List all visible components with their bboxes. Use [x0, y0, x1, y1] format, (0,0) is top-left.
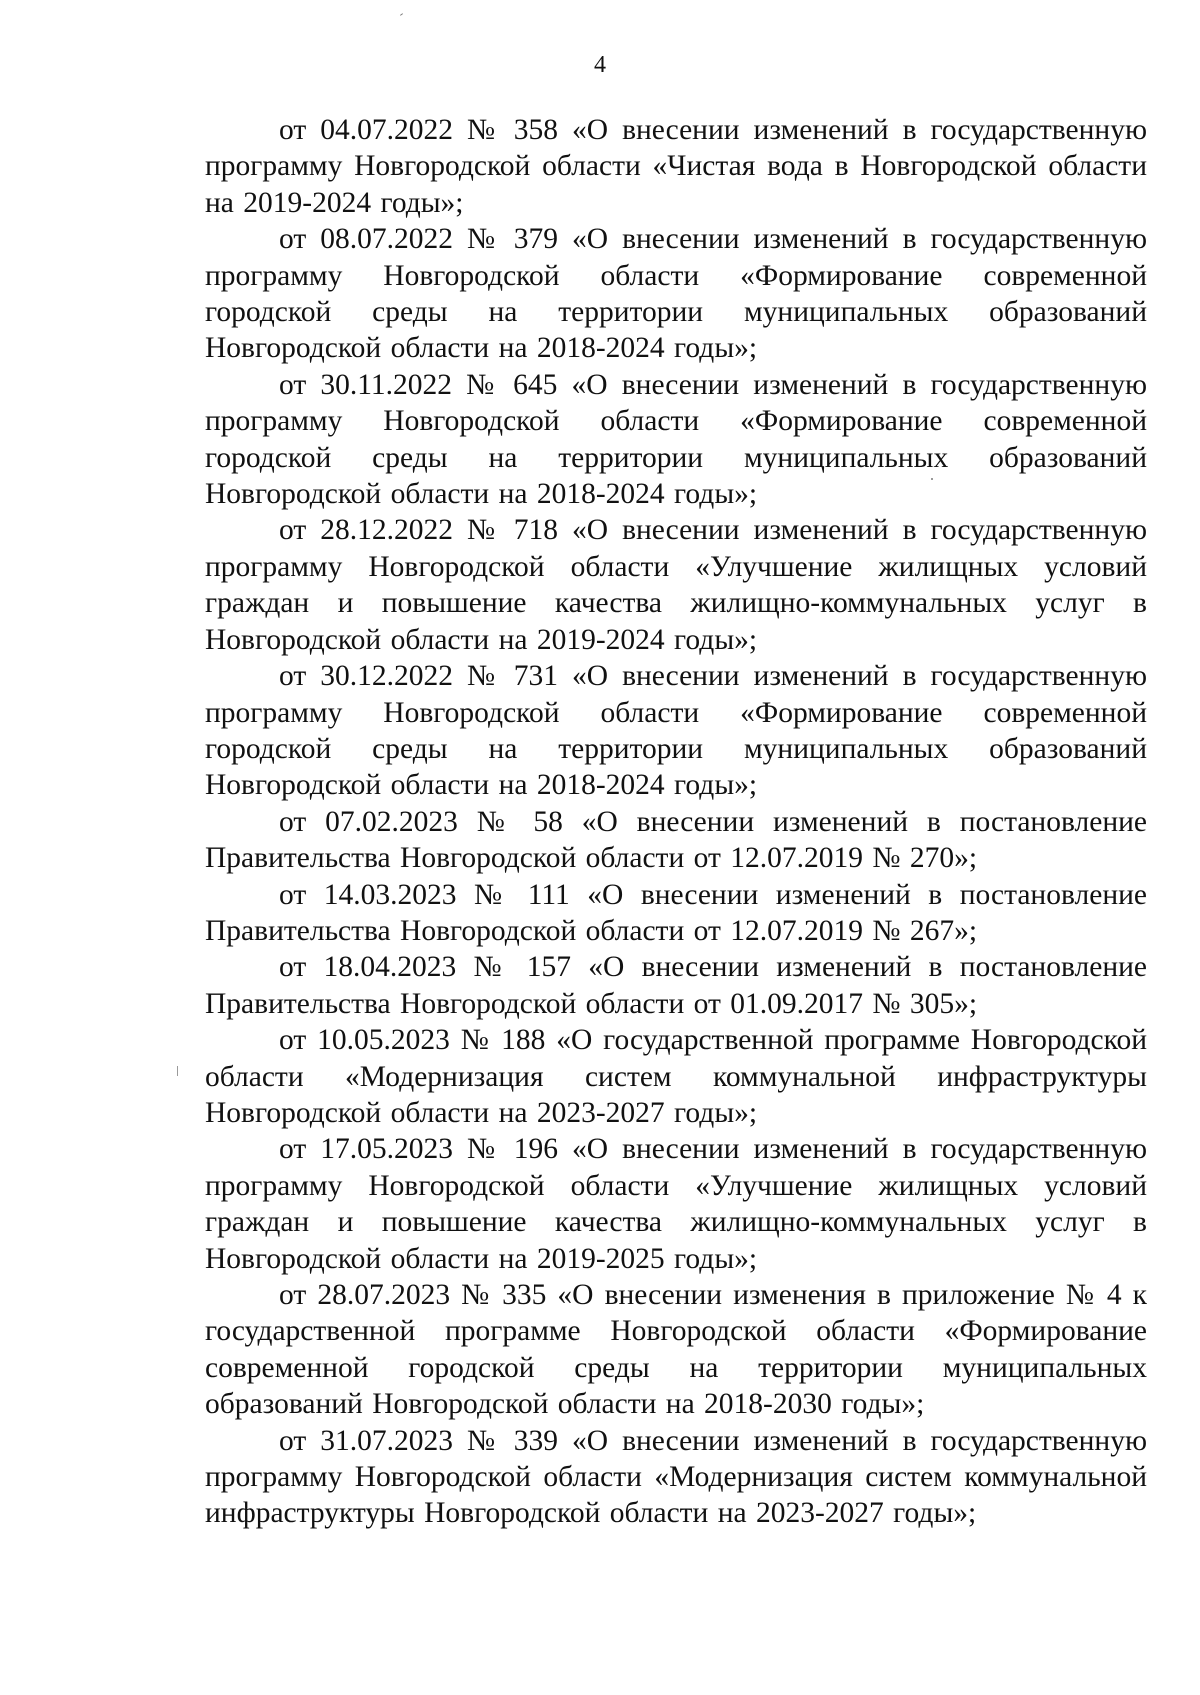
document-body: [205, 112, 1147, 1532]
document-paragraph: от 14.03.2023 № 111 «О внесении изменений в постановление Правительства Новгородской области от 12.07.2019 № 267»;: [205, 878, 1147, 947]
document-paragraph: от 04.07.2022 № 358 «О внесении изменений в государственную программу Новгородской области «Чистая вода в Новгородской области на 2019-2024 годы»;: [205, 114, 1147, 219]
scan-mark: [400, 13, 403, 16]
document-paragraph: от 17.05.2023 № 196 «О внесении изменений в государственную программу Новгородской области «Улучшение жилищных условий граждан и повышение качества жилищно-коммунальных услуг в Новгородской области на 2019-2025 годы»;: [205, 1133, 1147, 1275]
document-paragraph: от 10.05.2023 № 188 «О государственной программе Новгородской области «Модернизация систем коммунальной инфраструктуры Новгородской области на 2023-2027 годы»;: [205, 1024, 1147, 1129]
document-paragraph: от 30.11.2022 № 645 «О внесении изменений в государственную программу Новгородской области «Формирование современной городской среды на территории муниципальных образований Новгородской области на 2018-2024 годы»;: [205, 368, 1147, 511]
scan-mark: [931, 478, 933, 480]
document-paragraph: от 28.12.2022 № 718 «О внесении изменений в государственную программу Новгородской области «Улучшение жилищных условий граждан и повышение качества жилищно-коммунальных услуг в Новгородской области на 2019-2024 годы»;: [205, 514, 1147, 656]
document-paragraph: от 07.02.2023 № 58 «О внесении изменений в постановление Правительства Новгородской области от 12.07.2019 № 270»;: [205, 805, 1147, 875]
page-number: 4: [594, 52, 606, 78]
document-paragraph: от 28.07.2023 № 335 «О внесении изменения в приложение № 4 к государственной программе Новгородской области «Формирование современной городской среды на территории муниципальных образований Новгородской области на 2018-2030 годы»;: [205, 1279, 1147, 1421]
document-paragraph: от 31.07.2023 № 339 «О внесении изменений в государственную программу Новгородской области «Модернизация систем коммунальной инфраструктуры Новгородской области на 2023-2027 годы»;: [205, 1424, 1147, 1530]
document-paragraph: от 30.12.2022 № 731 «О внесении изменений в государственную программу Новгородской области «Формирование современной городской среды на территории муниципальных образований Новгородской области на 2018-2024 годы»;: [205, 660, 1147, 802]
scan-mark: [177, 1066, 178, 1076]
document-paragraph: от 08.07.2022 № 379 «О внесении изменений в государственную программу Новгородской области «Формирование современной городской среды на территории муниципальных образований Новгородской области на 2018-2024 годы»;: [205, 223, 1147, 365]
document-paragraph: от 18.04.2023 № 157 «О внесении изменений в постановление Правительства Новгородской области от 01.09.2017 № 305»;: [205, 951, 1147, 1020]
